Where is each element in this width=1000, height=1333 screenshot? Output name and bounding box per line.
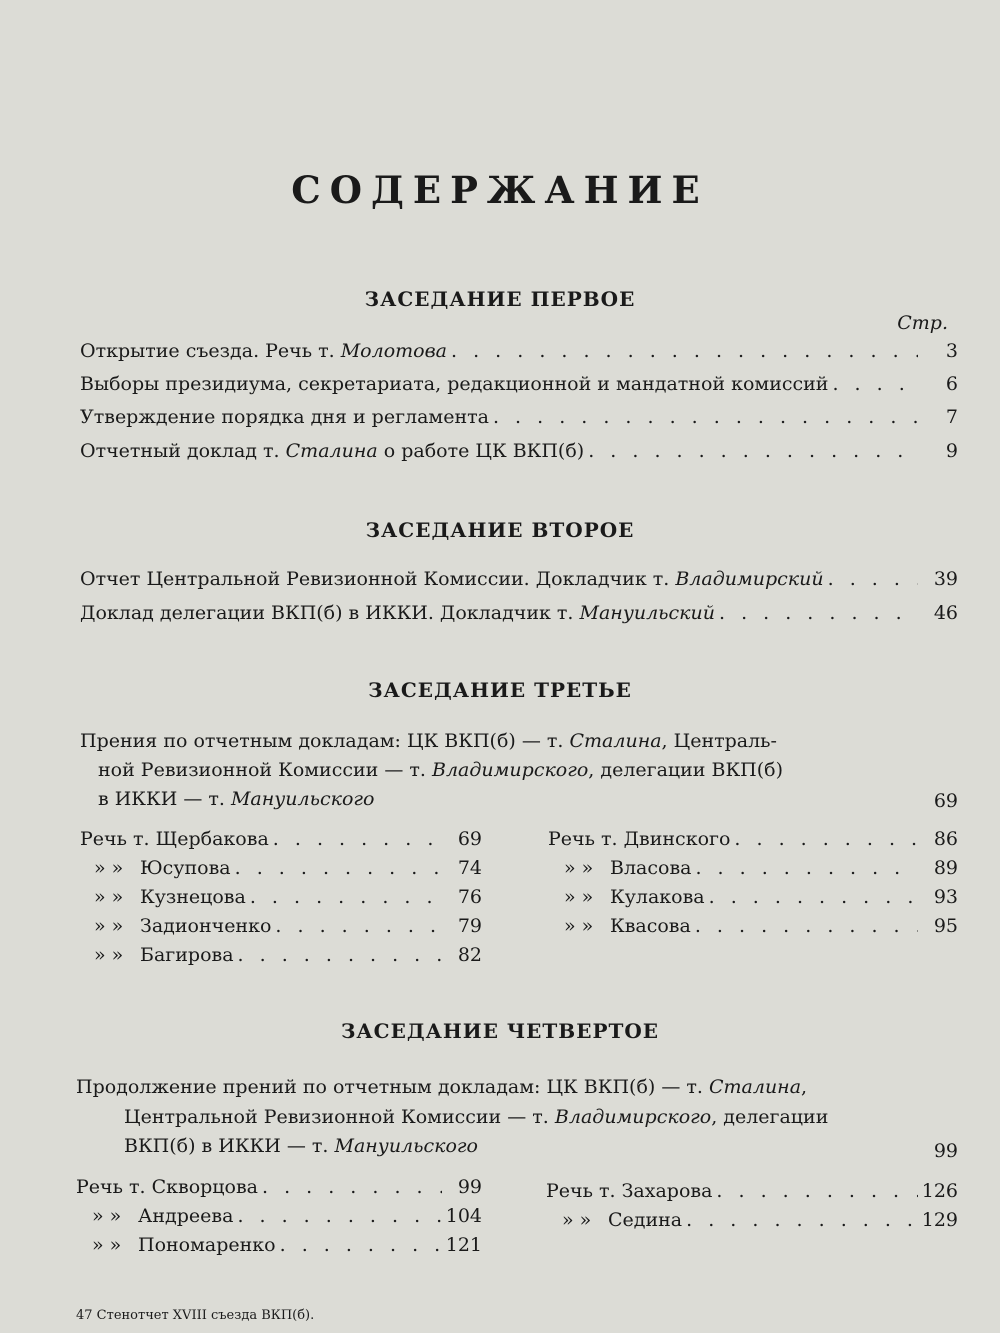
speech-entry: » » Юсупова . . . 74 (94, 857, 482, 879)
debate-paragraph-line: Прения по отчетным докладам: ЦК ВКП(б) — т. Сталина, Централь- (80, 730, 777, 752)
debate-paragraph-line: Продолжение прений по отчетным докладам: ЦК ВКП(б) — т. Сталина, (76, 1076, 808, 1098)
toc-entry: Утверждение порядка дня и регламента . . . 7 (80, 406, 958, 428)
speech-entry: » » Кузнецова . . . 76 (94, 886, 482, 908)
section-heading-1: ЗАСЕДАНИЕ ПЕРВОЕ (364, 287, 636, 311)
speech-entry: » » Багирова . . . 82 (94, 944, 482, 966)
page-number: 46 (933, 602, 958, 624)
page-number: 69 (933, 790, 958, 812)
leader-dots (691, 915, 918, 937)
page-column-label: Стр. (897, 312, 948, 334)
leader-dots (271, 915, 442, 937)
leader-dots (705, 886, 918, 908)
speech-entry: » » Пономаренко . . . 121 (92, 1234, 482, 1256)
leader-dots (231, 857, 442, 879)
leader-dots (489, 406, 918, 428)
debate-paragraph-line: в ИККИ — т. Мануильского (98, 788, 375, 810)
section-heading-2: ЗАСЕДАНИЕ ВТОРОЕ (365, 518, 635, 542)
speech-entry: Речь т. Скворцова . . . 99 (76, 1176, 482, 1198)
leader-dots (682, 1209, 918, 1231)
leader-dots (447, 340, 918, 362)
toc-entry: Открытие съезда. Речь т. Молотова . . . 3 (80, 340, 958, 362)
speech-entry: Речь т. Захарова . . . 126 (546, 1180, 958, 1202)
leader-dots (233, 1205, 442, 1227)
toc-entry: Доклад делегации ВКП(б) в ИККИ. Докладчик т. Мануильский . . . 46 (80, 602, 958, 624)
leader-dots (234, 944, 442, 966)
page-number: 39 (933, 568, 958, 590)
speech-entry: » » Кулакова . . . 93 (564, 886, 958, 908)
page-number: 3 (945, 340, 958, 362)
page-number: 6 (945, 373, 958, 395)
speech-entry: » » Власова . . . 89 (564, 857, 958, 879)
page-number: 99 (933, 1140, 958, 1162)
speech-entry: » » Андреева . . . 104 (92, 1205, 482, 1227)
leader-dots (730, 828, 918, 850)
speech-entry: » » Седина . . . 129 (562, 1209, 958, 1231)
page-footer: 47 Стенотчет XVIII съезда ВКП(б). (76, 1308, 315, 1323)
leader-dots (715, 602, 918, 624)
leader-dots (824, 568, 918, 590)
speech-entry: » » Квасова . . . 95 (564, 915, 958, 937)
leader-dots (584, 440, 918, 462)
leader-dots (712, 1180, 918, 1202)
page-title: СОДЕРЖАНИЕ (291, 168, 709, 212)
leader-dots (691, 857, 918, 879)
debate-paragraph-line: ВКП(б) в ИККИ — т. Мануильского (124, 1135, 478, 1157)
toc-entry: Отчетный доклад т. Сталина о работе ЦК ВКП(б) . . . 9 (80, 440, 958, 462)
speech-entry: » » Задионченко . . . 79 (94, 915, 482, 937)
page-number: 7 (945, 406, 958, 428)
leader-dots (246, 886, 442, 908)
toc-entry: Выборы президиума, секретариата, редакционной и мандатной комиссий . . . 6 (80, 373, 958, 395)
debate-paragraph-line: Центральной Ревизионной Комиссии — т. Владимирского, делегации (124, 1106, 829, 1128)
page-number: 9 (945, 440, 958, 462)
debate-paragraph-line: ной Ревизионной Комиссии — т. Владимирского, делегации ВКП(б) (98, 759, 784, 781)
leader-dots (258, 1176, 442, 1198)
speech-entry: Речь т. Щербакова . . . 69 (80, 828, 482, 850)
section-heading-4: ЗАСЕДАНИЕ ЧЕТВЕРТОЕ (340, 1019, 660, 1043)
section-heading-3: ЗАСЕДАНИЕ ТРЕТЬЕ (368, 678, 632, 702)
leader-dots (276, 1234, 442, 1256)
toc-entry: Отчет Центральной Ревизионной Комиссии. Докладчик т. Владимирский . . . 39 (80, 568, 958, 590)
speech-entry: Речь т. Двинского . . . 86 (548, 828, 958, 850)
leader-dots (828, 373, 918, 395)
leader-dots (269, 828, 442, 850)
